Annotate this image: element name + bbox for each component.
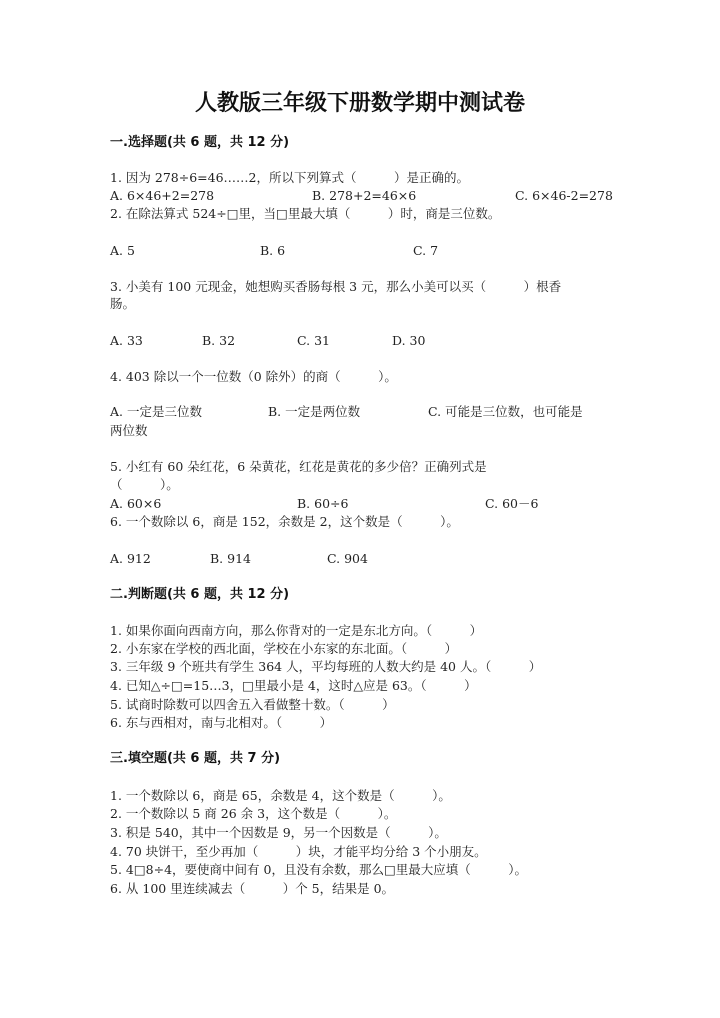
question-text: 1. 因为 278÷6=46……2，所以下列算式（ ）是正确的。 [110, 170, 469, 185]
option: A. 33 [110, 333, 143, 348]
page-title: 人教版三年级下册数学期中测试卷 [194, 91, 525, 116]
option: C. 60－6 [485, 496, 539, 511]
option: A. 6×46+2=278 [110, 188, 215, 203]
option: C. 7 [413, 243, 439, 258]
fill-item: 6. 从 100 里连续减去（ ）个 5，结果是 0。 [110, 881, 395, 896]
question-text-cont: 肠。 [110, 296, 136, 311]
option: C. 可能是三位数，也可能是 [428, 404, 583, 419]
option: C. 6×46-2=278 [515, 188, 613, 203]
judge-item: 6. 东与西相对，南与北相对。（ ） [110, 715, 333, 730]
option-cont: 两位数 [110, 423, 148, 438]
fill-item: 2. 一个数除以 5 商 26 余 3，这个数是（ ）。 [110, 806, 397, 821]
option: B. 914 [210, 551, 251, 566]
judge-item: 2. 小东家在学校的西北面，学校在小东家的东北面。（ ） [110, 641, 458, 656]
judge-item: 1. 如果你面向西南方向，那么你背对的一定是东北方向。（ ） [110, 623, 483, 638]
option: B. 278+2=46×6 [312, 188, 417, 203]
section-heading-judge: 二.判断题(共 6 题，共 12 分) [110, 587, 290, 602]
section-heading-choice: 一.选择题(共 6 题，共 12 分) [110, 135, 290, 150]
fill-item: 3. 积是 540，其中一个因数是 9，另一个因数是（ ）。 [110, 825, 447, 840]
option: A. 5 [110, 243, 135, 258]
judge-item: 3. 三年级 9 个班共有学生 364 人，平均每班的人数大约是 40 人。（ ） [110, 659, 542, 674]
option: A. 60×6 [110, 496, 162, 511]
fill-item: 4. 70 块饼干，至少再加（ ）块，才能平均分给 3 个小朋友。 [110, 844, 487, 859]
section-heading-fill: 三.填空题(共 6 题，共 7 分) [110, 751, 281, 766]
option: D. 30 [392, 333, 426, 348]
option: A. 一定是三位数 [110, 404, 202, 419]
option: C. 31 [297, 333, 330, 348]
question-text: 5. 小红有 60 朵红花，6 朵黄花，红花是黄花的多少倍？正确列式是 [110, 459, 487, 474]
fill-item: 5. 4□8÷4，要使商中间有 0，且没有余数，那么□里最大应填（ ）。 [110, 862, 528, 877]
option: B. 32 [202, 333, 236, 348]
fill-item: 1. 一个数除以 6，商是 65，余数是 4，这个数是（ ）。 [110, 788, 451, 803]
option: B. 一定是两位数 [268, 404, 361, 419]
question-text: 3. 小美有 100 元现金，她想购买香肠每根 3 元，那么小美可以买（ ）根香 [110, 279, 562, 294]
option: B. 6 [260, 243, 286, 258]
option: C. 904 [327, 551, 368, 566]
question-text-cont: （ ）。 [110, 477, 179, 492]
question-text: 4. 403 除以一个一位数（0 除外）的商（ ）。 [110, 369, 397, 384]
question-text: 6. 一个数除以 6，商是 152，余数是 2，这个数是（ ）。 [110, 514, 459, 529]
question-text: 2. 在除法算式 524÷□里，当□里最大填（ ）时，商是三位数。 [110, 206, 501, 221]
option: B. 60÷6 [297, 496, 349, 511]
judge-item: 5. 试商时除数可以四舍五入看做整十数。（ ） [110, 697, 395, 712]
option: A. 912 [110, 551, 151, 566]
judge-item: 4. 已知△÷□=15…3，□里最小是 4，这时△应是 63。（ ） [110, 678, 477, 693]
